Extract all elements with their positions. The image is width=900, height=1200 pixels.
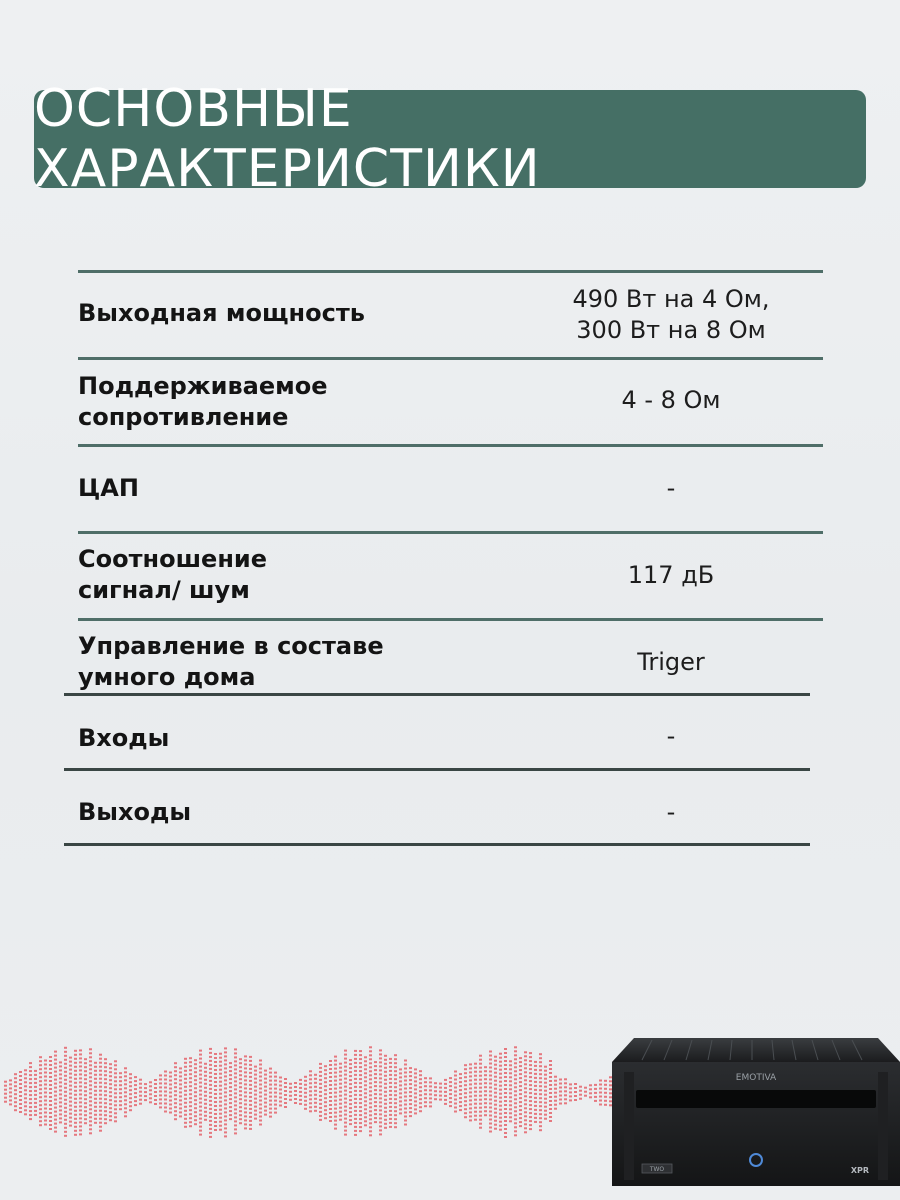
- spec-label: Соотношение сигнал/ шум: [78, 545, 268, 604]
- divider: [64, 843, 810, 846]
- spec-label: Входы: [78, 724, 170, 752]
- spec-label: Поддерживаемое сопротивление: [78, 372, 328, 431]
- divider: [64, 768, 810, 771]
- brand-logo: EMOTIVA: [735, 1073, 777, 1083]
- amplifier-image: [612, 1036, 900, 1186]
- spec-label: Выходная мощность: [78, 299, 365, 327]
- page-title: ОСНОВНЫЕ ХАРАКТЕРИСТИКИ: [34, 79, 541, 199]
- spec-value: 4 - 8 Ом: [621, 386, 721, 414]
- divider: [78, 531, 823, 534]
- divider: [78, 357, 823, 360]
- amp-button-label: TWO: [649, 1166, 665, 1173]
- divider: [78, 444, 823, 447]
- spec-value: -: [666, 722, 676, 750]
- spec-label: Выходы: [78, 798, 192, 826]
- spec-value: 490 Вт на 4 Ом, 300 Вт на 8 Ом: [572, 285, 770, 344]
- sound-wave-graphic: [0, 1040, 620, 1190]
- spec-value: -: [666, 798, 676, 826]
- spec-value: -: [666, 474, 676, 502]
- spec-label: ЦАП: [78, 474, 139, 502]
- divider: [78, 618, 823, 621]
- divider: [78, 270, 823, 273]
- divider: [64, 693, 810, 696]
- spec-value: Triger: [637, 648, 705, 676]
- model-label: XPR: [850, 1166, 870, 1175]
- title-banner: [34, 79, 866, 199]
- spec-label: Управление в составе умного дома: [78, 632, 384, 691]
- spec-value: 117 дБ: [627, 561, 715, 589]
